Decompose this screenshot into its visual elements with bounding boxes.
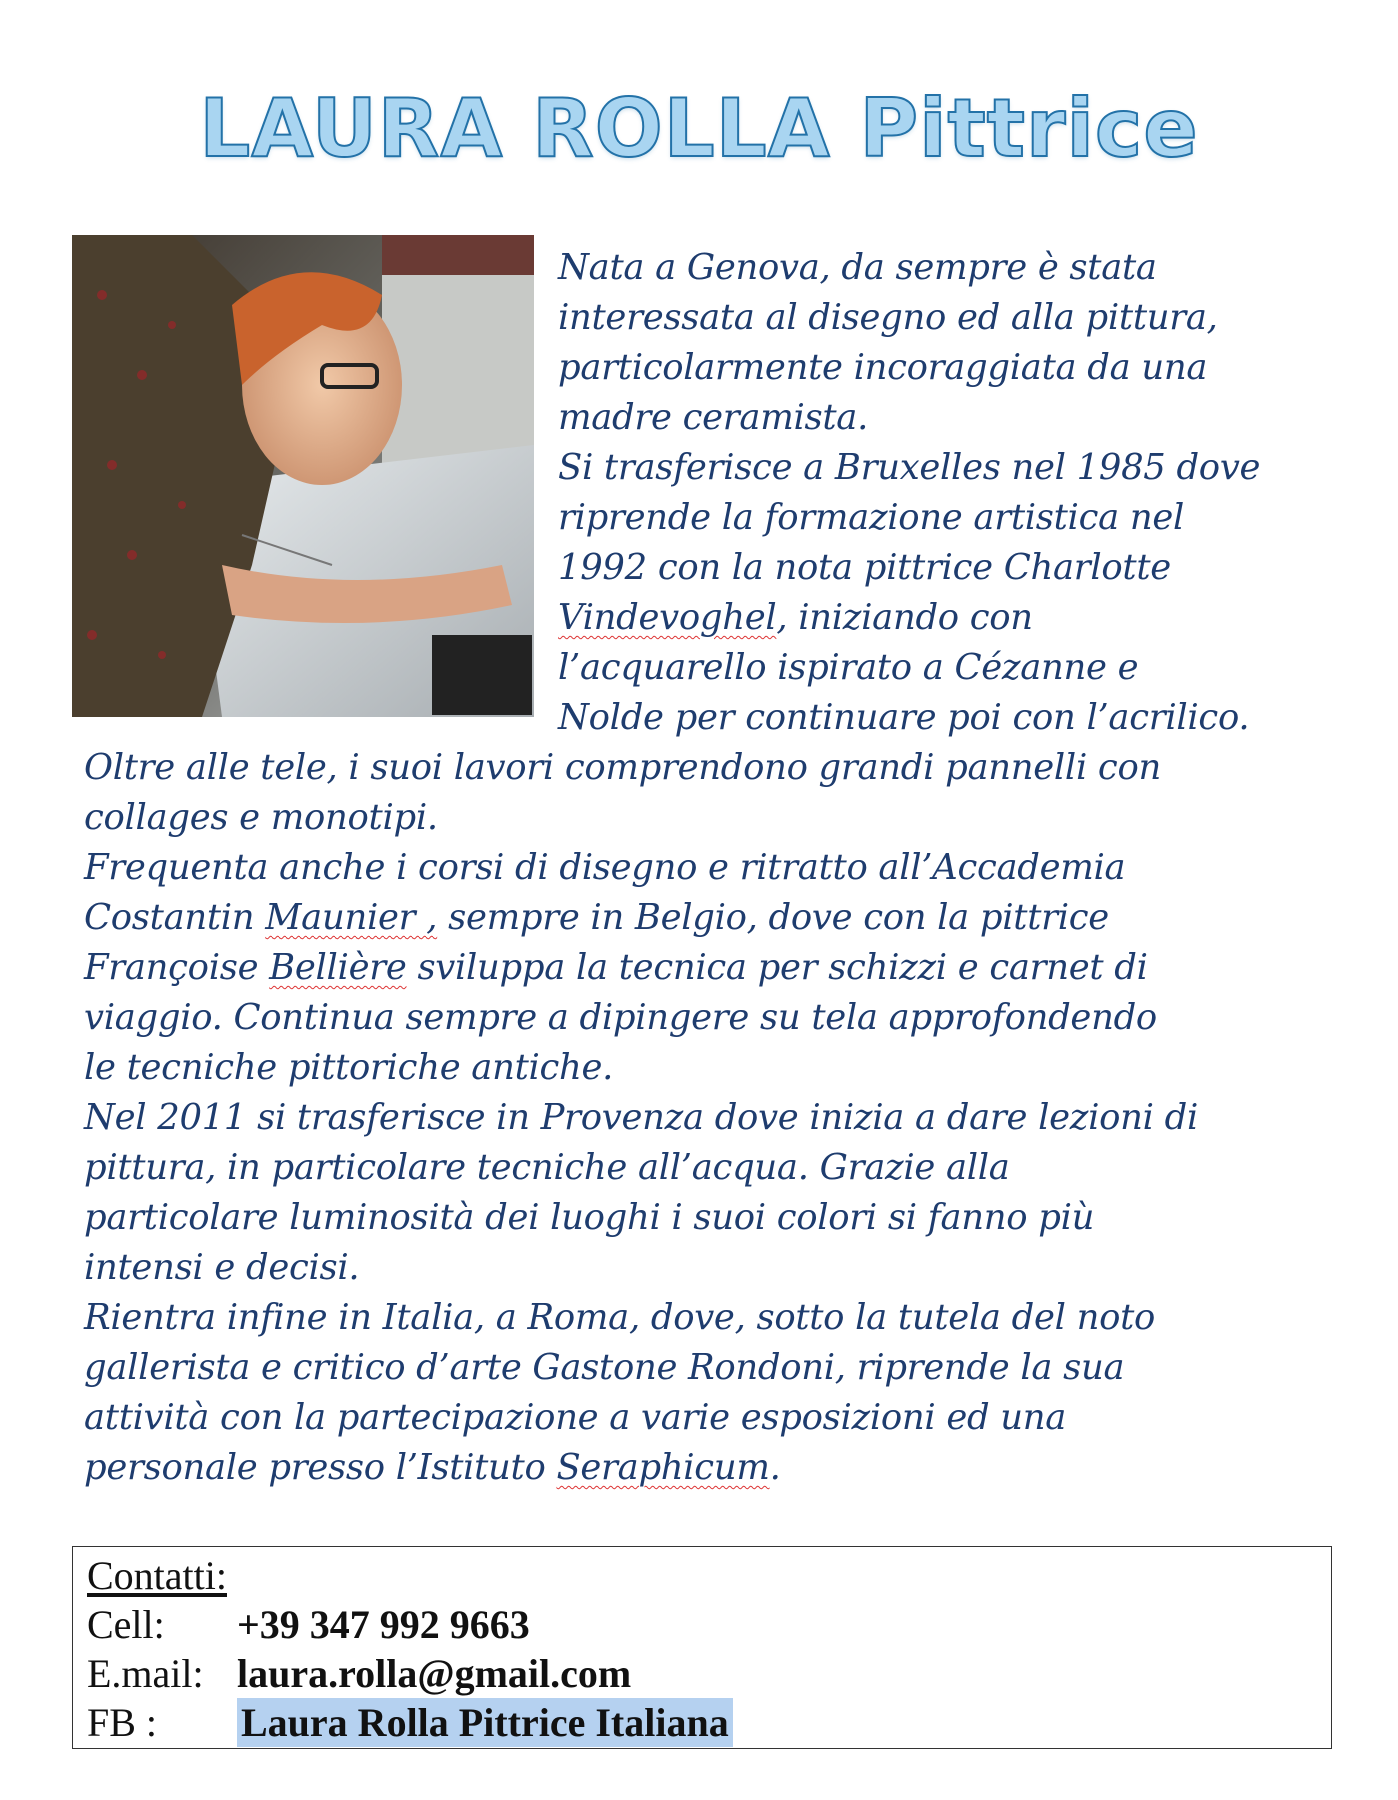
bio-line: Nel 2011 si trasferisce in Provenza dove inizia a dare lezioni di (84, 1097, 1198, 1138)
bio-line: attività con la partecipazione a varie esposizioni ed una (84, 1397, 1067, 1438)
cell-phone-number[interactable]: +39 347 992 9663 (237, 1602, 530, 1647)
bio-line: le tecniche pittoriche antiche. (84, 1047, 614, 1088)
bio-line: Oltre alle tele, i suoi lavori comprendono grandi pannelli con (84, 747, 1161, 788)
bio-line: gallerista e critico d’arte Gastone Rondoni, riprende la sua (84, 1347, 1125, 1388)
bio-line: madre ceramista. (558, 397, 869, 438)
bio-line: 1992 con la nota pittrice Charlotte (558, 547, 1171, 588)
bio-text: personale presso l’Istituto (84, 1447, 557, 1488)
bio-line: riprende la formazione artistica nel (558, 497, 1184, 538)
bio-line: Si trasferisce a Bruxelles nel 1985 dove (558, 447, 1261, 488)
bio-text: sviluppa la tecnica per schizzi e carnet di (406, 947, 1148, 988)
bio-text: sempre in Belgio, dove con la pittrice (437, 897, 1109, 938)
bio-line: interessata al disegno ed alla pittura, (558, 297, 1218, 338)
bio-line: viaggio. Continua sempre a dipingere su tela approfondendo (84, 997, 1157, 1038)
bio-line: Nolde per continuare poi con l’acrilico. (558, 697, 1250, 738)
cell-label: Cell: (87, 1602, 165, 1647)
bio-line: collages e monotipi. (84, 797, 438, 838)
email-label: E.mail: (87, 1651, 204, 1696)
biography (84, 243, 1344, 1493)
bio-line: Frequenta anche i corsi di disegno e ritratto all’Accademia (84, 847, 1126, 888)
contacts-heading: Contatti: (87, 1553, 227, 1598)
bio-line (84, 947, 1148, 988)
bio-line: particolarmente incoraggiata da una (558, 347, 1208, 388)
bio-line (84, 897, 1109, 938)
contacts-box (72, 1546, 1332, 1749)
bio-text: . (769, 1447, 781, 1488)
fb-label: FB : (87, 1700, 158, 1745)
spellcheck-word: Vindevoghel (558, 597, 777, 638)
bio-line: intensi e decisi. (84, 1247, 360, 1288)
bio-line (558, 597, 1033, 638)
bio-text: , iniziando con (776, 597, 1033, 638)
bio-line: pittura, in particolare tecniche all’acqua. Grazie alla (84, 1147, 1010, 1188)
bio-line: Nata a Genova, da sempre è stata (558, 247, 1157, 288)
spellcheck-word: Seraphicum (556, 1447, 770, 1488)
spellcheck-word: Bellière (269, 947, 407, 988)
bio-text: Costantin (84, 897, 266, 938)
facebook-page[interactable]: Laura Rolla Pittrice Italiana (237, 1698, 733, 1747)
bio-line: particolare luminosità dei luoghi i suoi colori si fanno più (84, 1197, 1095, 1238)
spellcheck-word: Maunier , (265, 897, 438, 938)
bio-line (84, 1447, 781, 1488)
page-title: LAURA ROLLA Pittrice (199, 82, 1199, 175)
bio-text: Françoise (84, 947, 270, 988)
bio-line: l’acquarello ispirato a Cézanne e (558, 647, 1139, 688)
bio-line: Rientra infine in Italia, a Roma, dove, sotto la tutela del noto (84, 1297, 1156, 1338)
email-address[interactable]: laura.rolla@gmail.com (237, 1651, 632, 1696)
